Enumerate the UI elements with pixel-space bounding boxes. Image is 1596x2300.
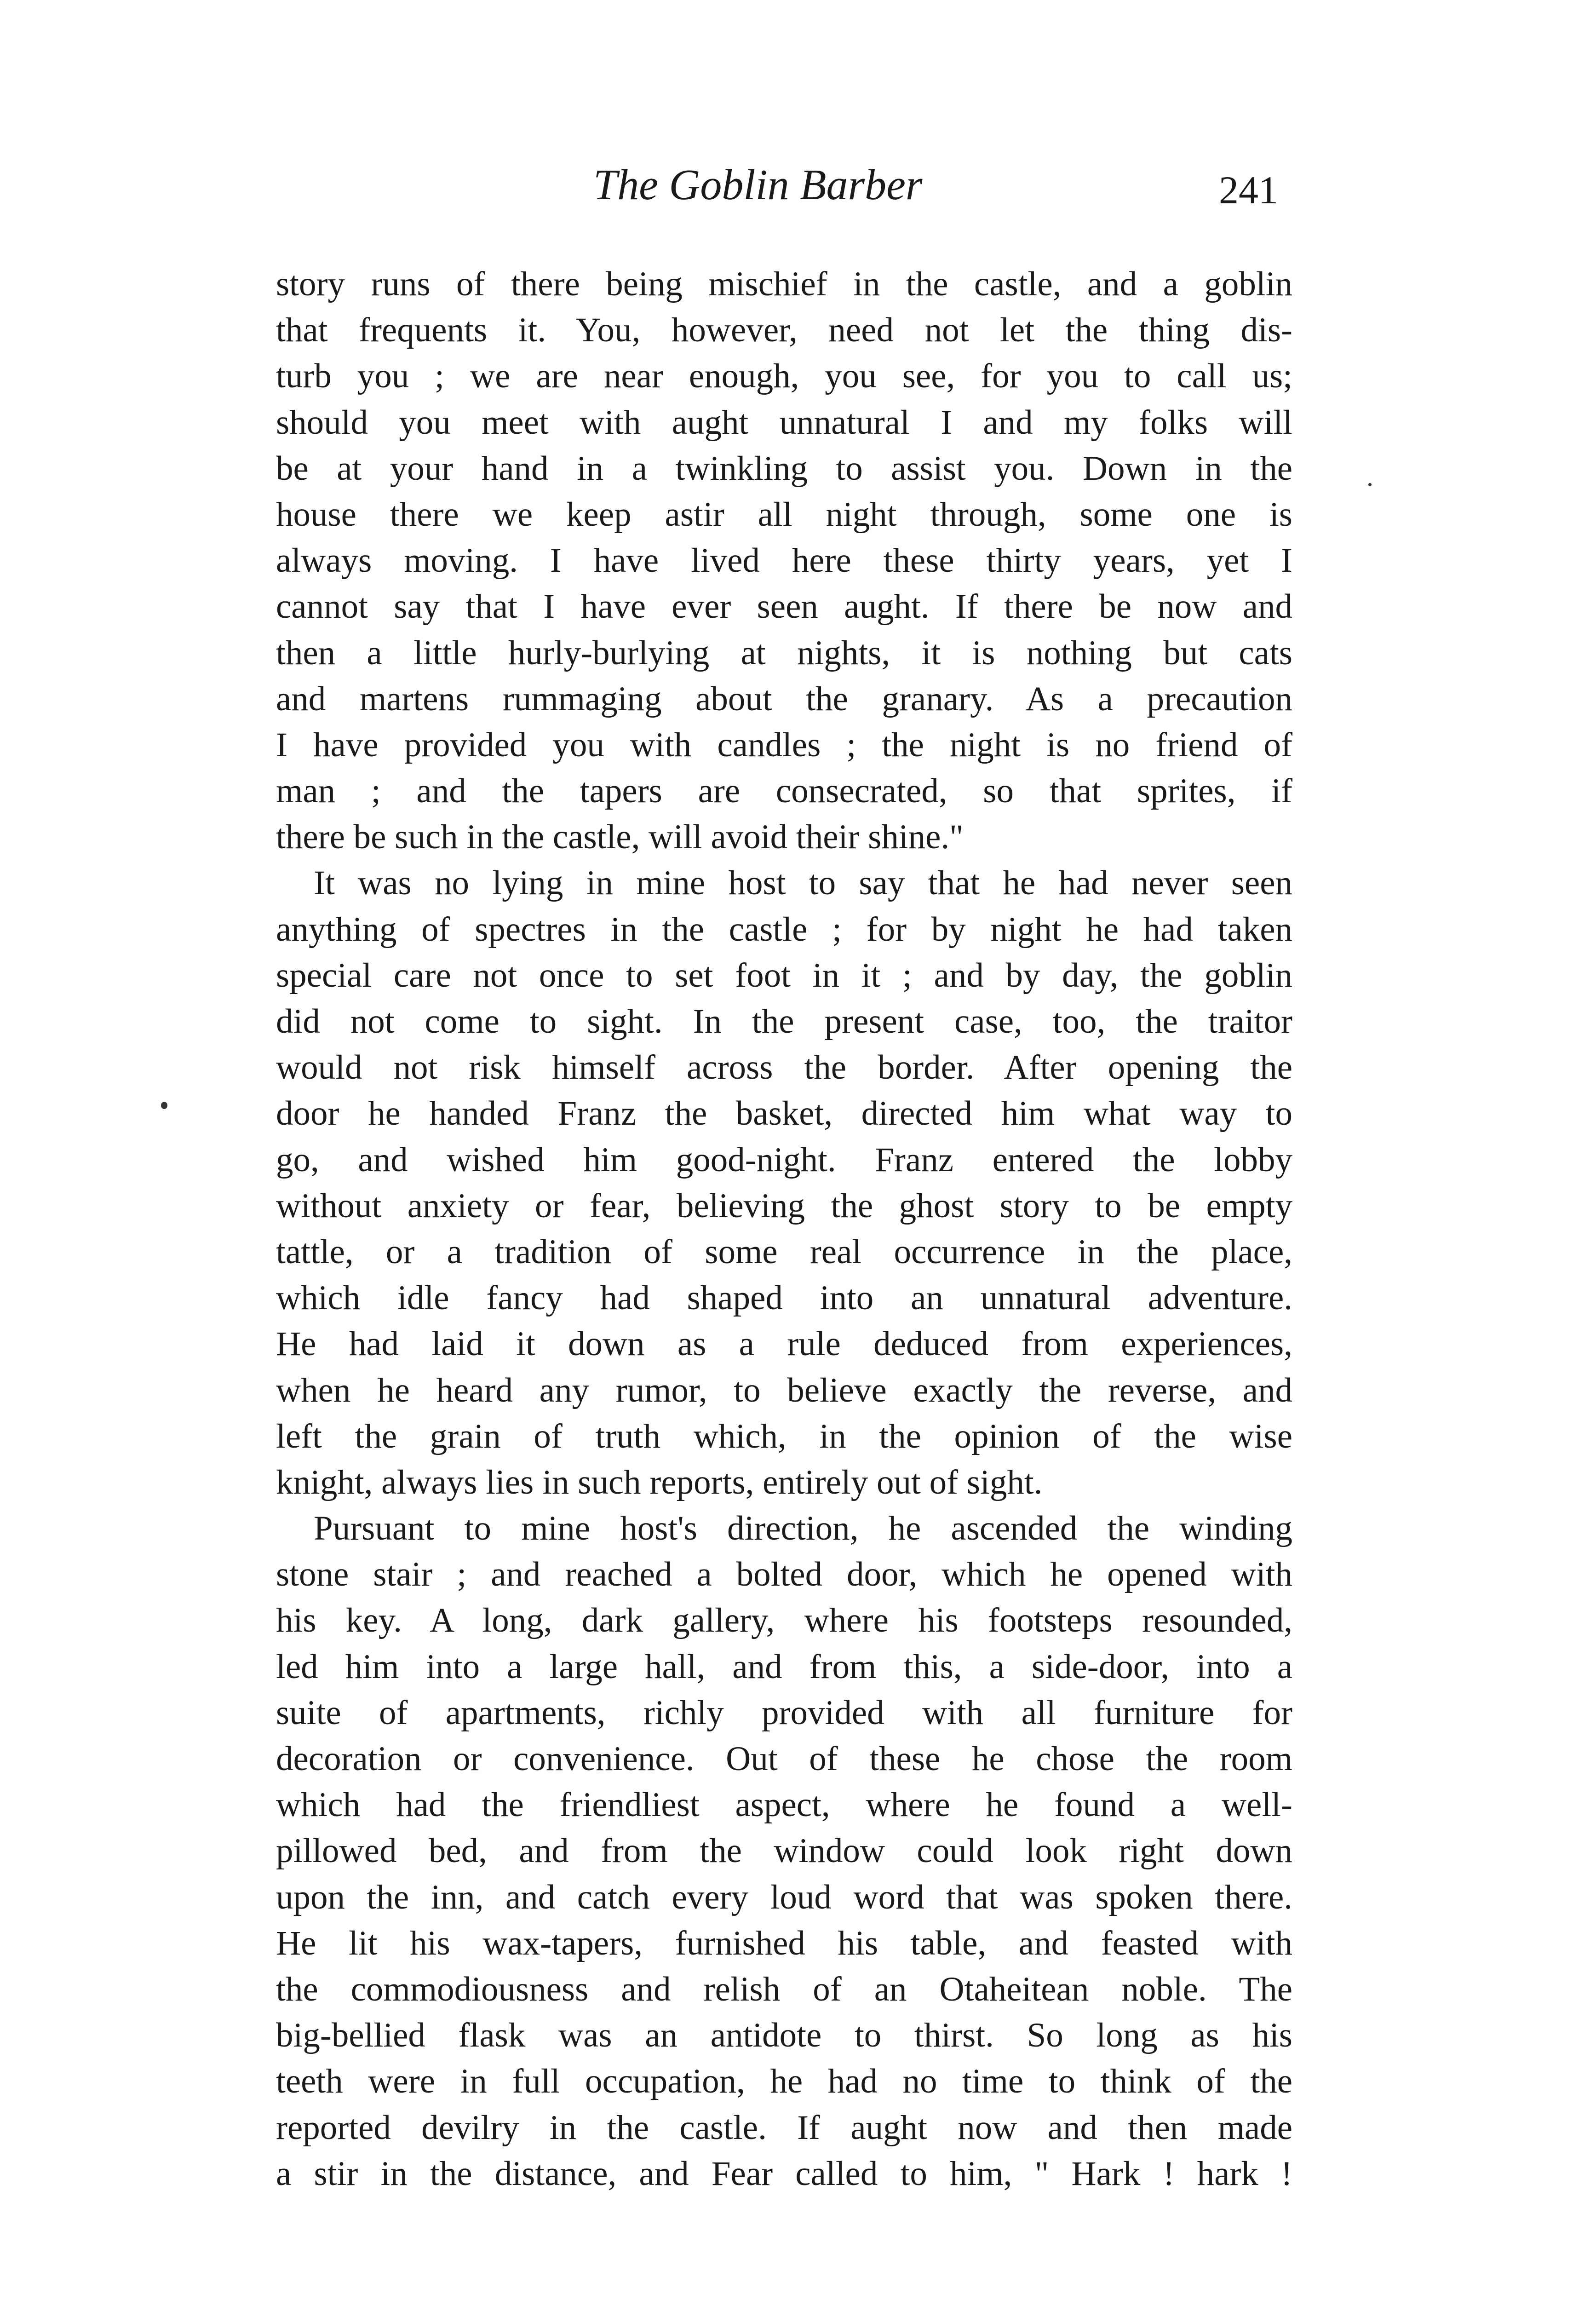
text-line: when he heard any rumor, to believe exactly the reverse, and bbox=[276, 1371, 1292, 1409]
text-line: led him into a large hall, and from this, a side-door, into a bbox=[276, 1647, 1292, 1686]
text-line: then a little hurly-burlying at nights, it is nothing but cats bbox=[276, 633, 1292, 672]
text-line: man ; and the tapers are consecrated, so that sprites, if bbox=[276, 772, 1292, 811]
text-line: teeth were in full occupation, he had no time to think of the bbox=[276, 2062, 1292, 2101]
text-line: left the grain of truth which, in the opinion of the wise bbox=[276, 1417, 1292, 1455]
text-line: special care not once to set foot in it ; and by day, the goblin bbox=[276, 956, 1292, 995]
text-line: reported devilry in the castle. If aught now and then made bbox=[276, 2108, 1292, 2147]
text-line: He had laid it down as a rule deduced from experiences, bbox=[276, 1325, 1292, 1363]
print-speck bbox=[161, 1102, 167, 1109]
running-title: The Goblin Barber bbox=[593, 161, 923, 209]
text-line: turb you ; we are near enough, you see, for you to call us; bbox=[276, 357, 1292, 396]
text-line: big-bellied flask was an antidote to thirst. So long as his bbox=[276, 2016, 1292, 2055]
text-line: upon the inn, and catch every loud word that was spoken there. bbox=[276, 1878, 1292, 1916]
page-number: 241 bbox=[1219, 168, 1278, 212]
text-line: stone stair ; and reached a bolted door, which he opened with bbox=[276, 1555, 1292, 1594]
text-line: door he handed Franz the basket, directed him what way to bbox=[276, 1094, 1292, 1133]
text-line: knight, always lies in such reports, entirely out of sight. bbox=[276, 1463, 1043, 1501]
text-line: a stir in the distance, and Fear called to him, " Hark ! hark ! bbox=[276, 2154, 1292, 2193]
text-line: which idle fancy had shaped into an unnatural adventure. bbox=[276, 1279, 1292, 1317]
text-line: that frequents it. You, however, need not let the thing dis- bbox=[276, 311, 1292, 350]
text-line: his key. A long, dark gallery, where his footsteps resounded, bbox=[276, 1601, 1292, 1640]
paragraph-start-line: It was no lying in mine host to say that he had never seen bbox=[314, 864, 1292, 903]
text-line: I have provided you with candles ; the night is no friend of bbox=[276, 725, 1292, 764]
text-line: decoration or convenience. Out of these he chose the room bbox=[276, 1740, 1292, 1778]
text-line: without anxiety or fear, believing the ghost story to be empty bbox=[276, 1186, 1292, 1225]
text-line: should you meet with aught unnatural I and my folks will bbox=[276, 403, 1292, 442]
text-line: tattle, or a tradition of some real occurrence in the place, bbox=[276, 1232, 1292, 1271]
text-line: story runs of there being mischief in the castle, and a goblin bbox=[276, 265, 1292, 303]
text-line: always moving. I have lived here these thirty years, yet I bbox=[276, 541, 1292, 580]
text-line: cannot say that I have ever seen aught. If there be now and bbox=[276, 587, 1292, 626]
text-line: there be such in the castle, will avoid their shine." bbox=[276, 818, 964, 857]
text-line: suite of apartments, richly provided with all furniture for bbox=[276, 1693, 1292, 1732]
text-line: which had the friendliest aspect, where he found a well- bbox=[276, 1786, 1292, 1824]
text-line: He lit his wax-tapers, furnished his table, and feasted with bbox=[276, 1924, 1292, 1962]
text-line: pillowed bed, and from the window could look right down bbox=[276, 1832, 1292, 1870]
text-line: go, and wished him good-night. Franz entered the lobby bbox=[276, 1140, 1292, 1179]
text-line: did not come to sight. In the present case, too, the traitor bbox=[276, 1002, 1292, 1041]
paragraph-start-line: Pursuant to mine host's direction, he ascended the winding bbox=[314, 1509, 1292, 1548]
text-line: and martens rummaging about the granary. As a precaution bbox=[276, 679, 1292, 718]
print-speck bbox=[1368, 483, 1372, 486]
text-line: house there we keep astir all night through, some one is bbox=[276, 495, 1292, 534]
text-line: would not risk himself across the border. After opening the bbox=[276, 1048, 1292, 1087]
text-line: be at your hand in a twinkling to assist you. Down in the bbox=[276, 449, 1292, 488]
text-line: anything of spectres in the castle ; for by night he had taken bbox=[276, 910, 1292, 949]
text-line: the commodiousness and relish of an Otaheitean noble. The bbox=[276, 1970, 1292, 2008]
body-text bbox=[276, 261, 1292, 2197]
